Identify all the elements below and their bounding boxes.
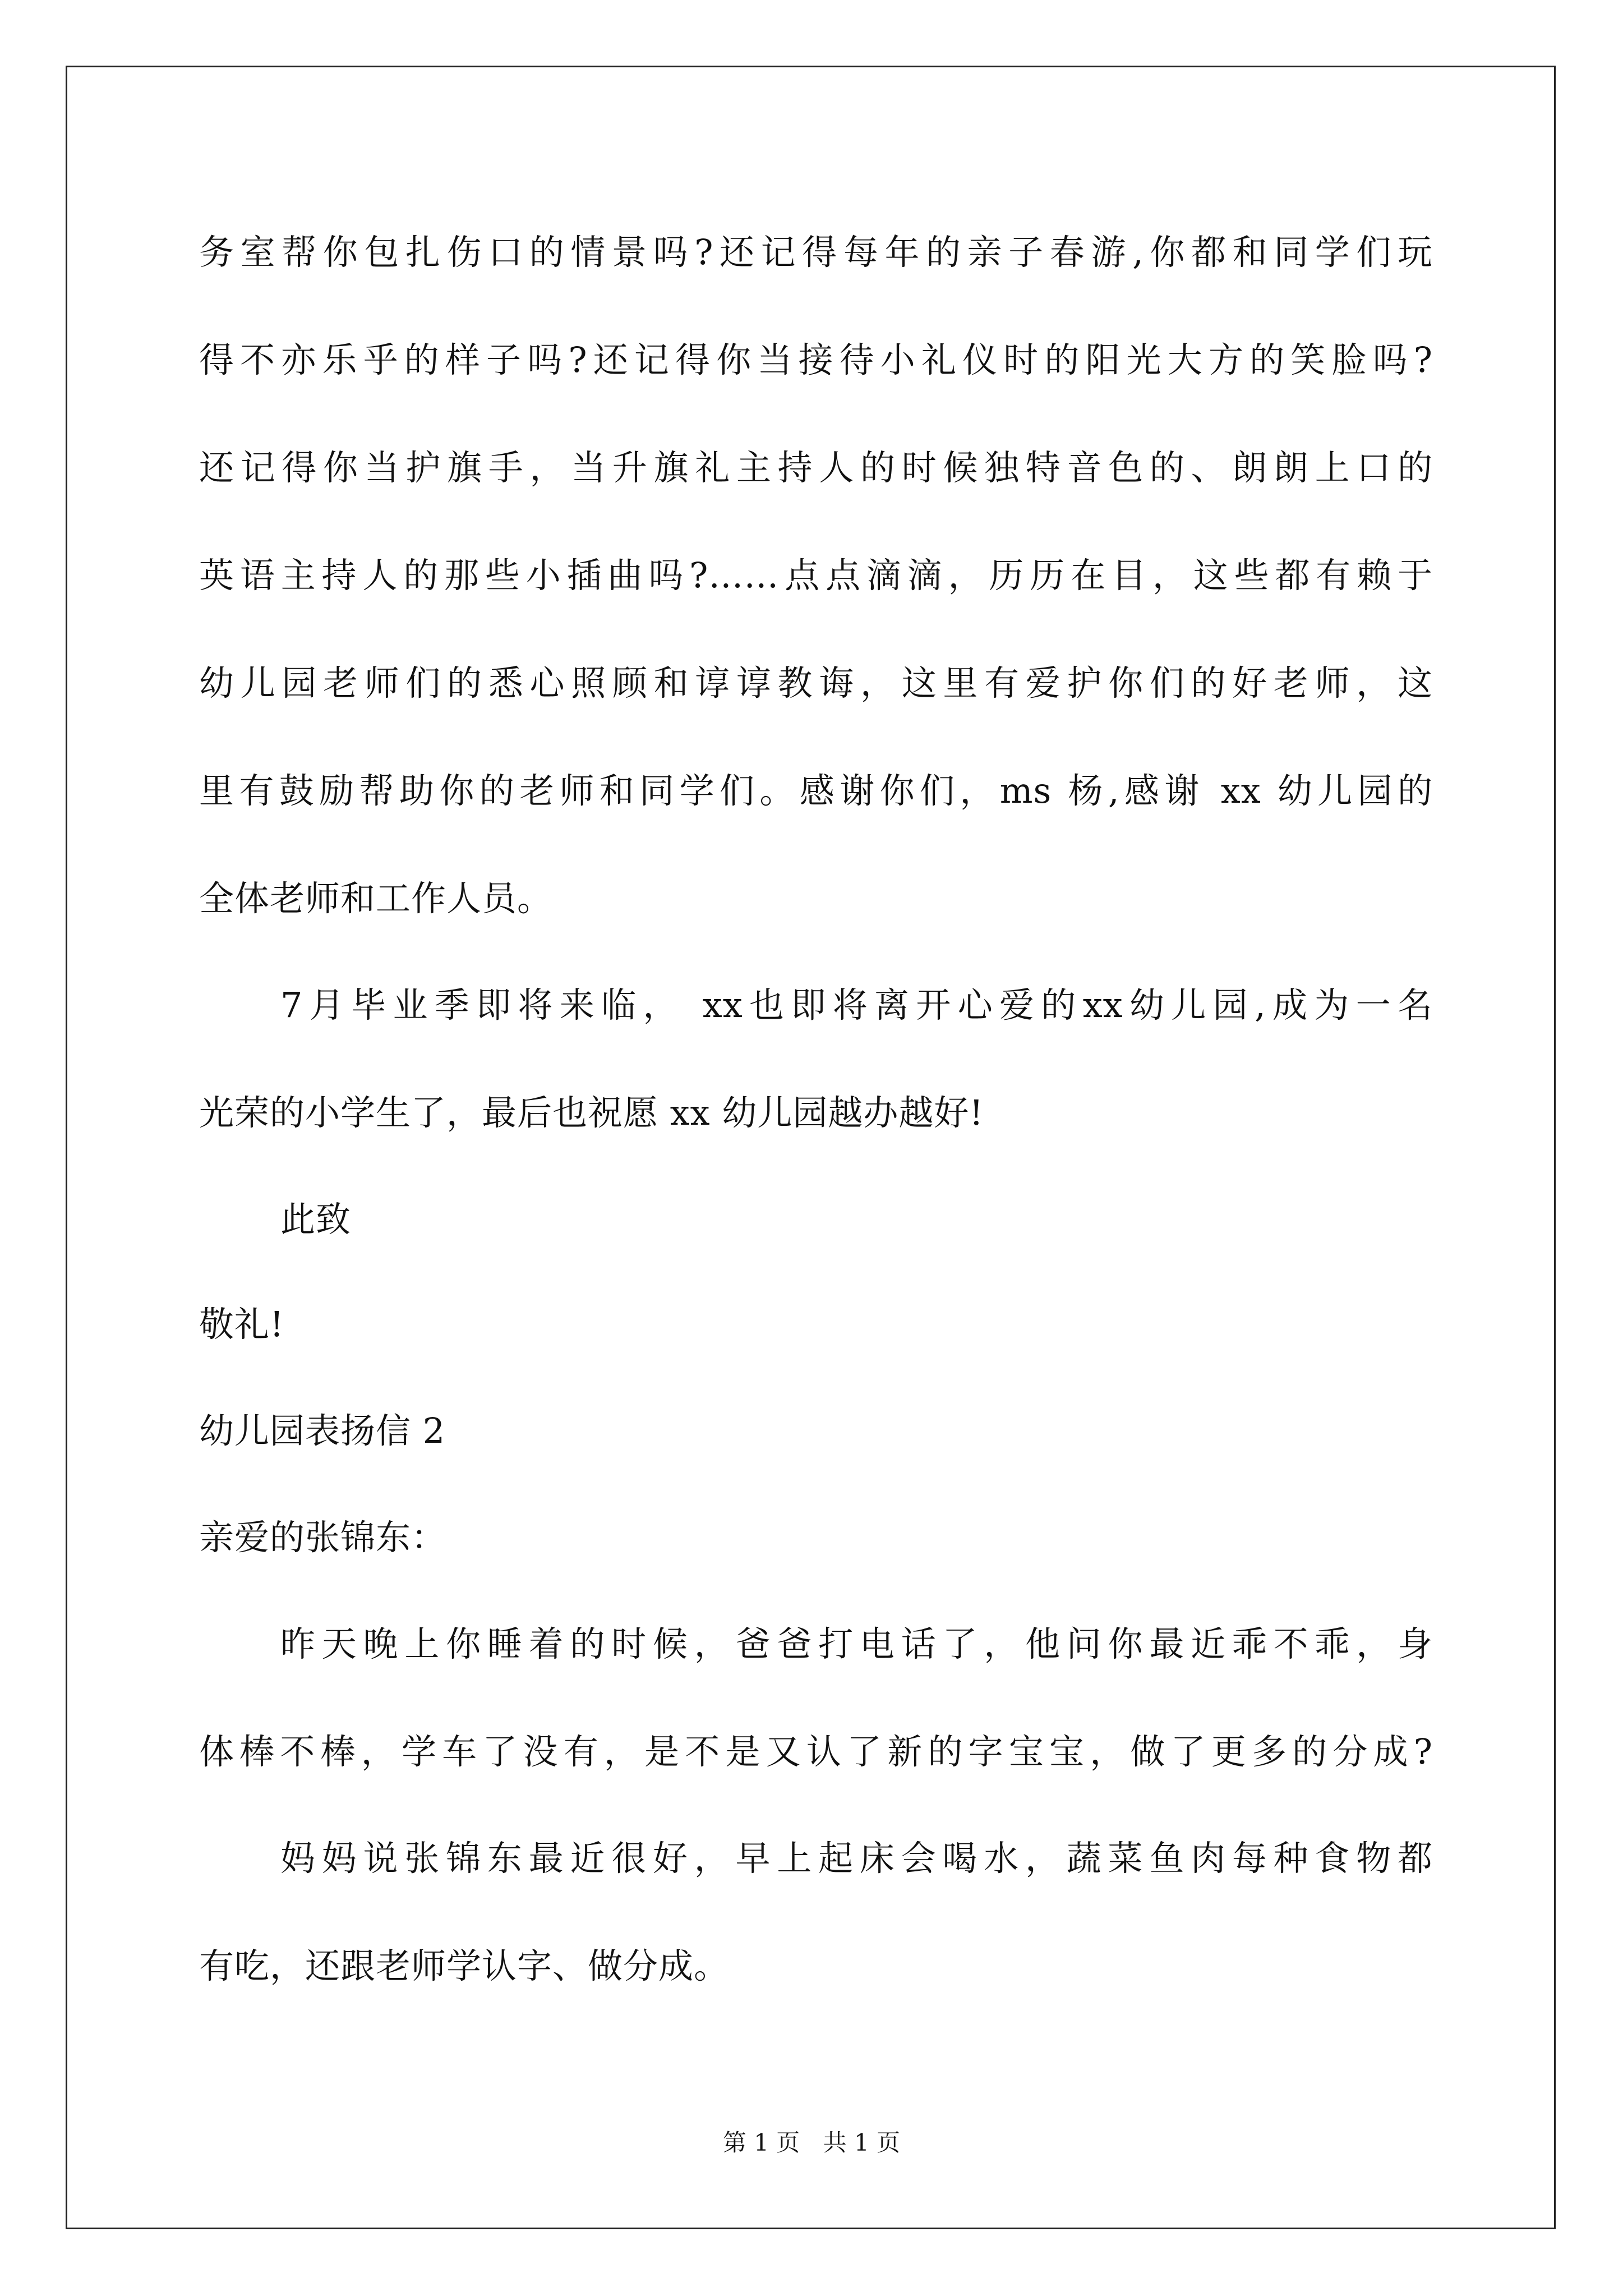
body-line: 还记得你当护旗手，当升旗礼主持人的时候独特音色的、朗朗上口的 (199, 447, 1433, 488)
body-line: 体棒不棒，学车了没有，是不是又认了新的字宝宝，做了更多的分成? (199, 1731, 1433, 1772)
closing-regards: 敬礼! (199, 1304, 284, 1345)
closing-salutation: 此致 (280, 1199, 352, 1240)
body-line: 有吃，还跟老师学认字、做分成。 (199, 1945, 730, 1986)
page-total: 共 1 页 (823, 2129, 901, 2156)
body-line: 全体老师和工作人员。 (199, 878, 553, 919)
letter-greeting: 亲爱的张锦东： (199, 1517, 447, 1558)
body-line: 昨天晚上你睡着的时候，爸爸打电话了，他问你最近乖不乖，身 (280, 1623, 1433, 1664)
body-line: 里有鼓励帮助你的老师和同学们。感谢你们，ms 杨,感谢 xx 幼儿园的 (199, 770, 1433, 811)
body-line: 英语主持人的那些小插曲吗?……点点滴滴，历历在目，这些都有赖于 (199, 555, 1433, 596)
body-line: 幼儿园老师们的悉心照顾和谆谆教诲，这里有爱护你们的好老师，这 (199, 662, 1433, 703)
page-footer (0, 2129, 1623, 2157)
section-title: 幼儿园表扬信 2 (199, 1410, 446, 1451)
page-border (66, 66, 1556, 2229)
body-line: 妈妈说张锦东最近很好，早上起床会喝水，蔬菜鱼肉每种食物都 (280, 1838, 1433, 1879)
body-line: 光荣的小学生了，最后也祝愿 xx 幼儿园越办越好! (199, 1092, 984, 1133)
page-number: 第 1 页 (722, 2129, 800, 2156)
body-line: 得不亦乐乎的样子吗?还记得你当接待小礼仪时的阳光大方的笑脸吗? (199, 339, 1433, 380)
body-line: 7月毕业季即将来临， xx也即将离开心爱的xx幼儿园,成为一名 (280, 984, 1433, 1025)
body-line: 务室帮你包扎伤口的情景吗?还记得每年的亲子春游,你都和同学们玩 (199, 232, 1433, 273)
